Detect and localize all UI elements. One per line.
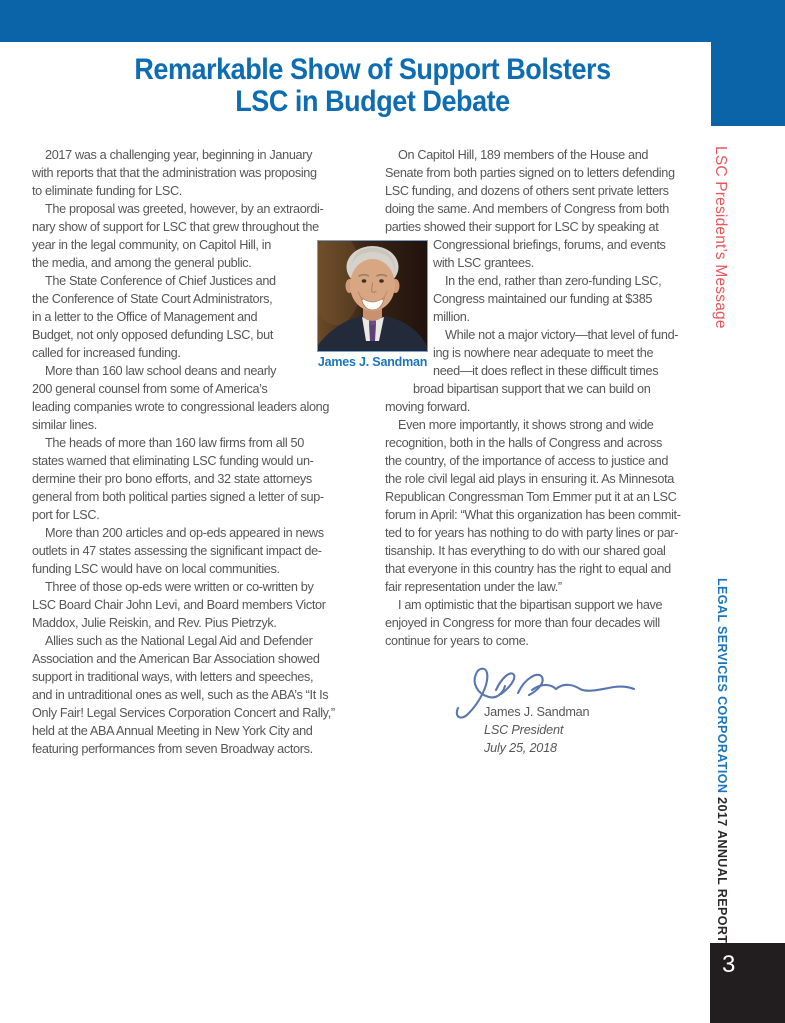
text-line: LSC funding, and dozens of others sent private letters bbox=[385, 184, 669, 198]
text-line: nary show of support for LSC that grew throughout the bbox=[32, 220, 319, 234]
text-line: support in traditional ways, with letters and speeches, bbox=[32, 670, 314, 684]
text-line: that everyone in this country has the right to equal and bbox=[385, 562, 671, 576]
signature-date: July 25, 2018 bbox=[484, 741, 557, 755]
text-line: 200 general counsel from some of America’s bbox=[32, 382, 268, 396]
text-line: Three of those op-eds were written or co-written by bbox=[45, 580, 314, 594]
text-line: forum in April: “What this organization has been commit- bbox=[385, 508, 681, 522]
text-line: funding LSC would have on local communities. bbox=[32, 562, 280, 576]
text-line: need—it does reflect in these difficult times bbox=[433, 364, 659, 378]
text-line: Maddox, Julie Reiskin, and Rev. Pius Pietrzyk. bbox=[32, 616, 277, 630]
text-line: continue for years to come. bbox=[385, 634, 529, 648]
page-title-line2: LSC in Budget Debate bbox=[235, 85, 510, 118]
text-line: Association and the American Bar Association showed bbox=[32, 652, 320, 666]
text-line: 2017 was a challenging year, beginning in January bbox=[45, 148, 313, 162]
text-line: ted to for years has nothing to do with party lines or par- bbox=[385, 526, 679, 540]
text-line: More than 160 law school deans and nearly bbox=[45, 364, 277, 378]
text-line: the country, of the importance of access to justice and bbox=[385, 454, 669, 468]
text-line: the role civil legal aid plays in ensuring it. As Minnesota bbox=[385, 472, 674, 486]
text-line: leading companies wrote to congressional leaders along bbox=[32, 400, 330, 414]
text-line: similar lines. bbox=[32, 418, 97, 432]
text-line: million. bbox=[433, 310, 470, 324]
text-line: the Conference of State Court Administrators, bbox=[32, 292, 273, 306]
text-line: general from both political parties signed a letter of sup- bbox=[32, 490, 324, 504]
text-line: doing the same. And members of Congress from both bbox=[385, 202, 669, 216]
portrait-photo bbox=[317, 240, 428, 352]
text-line: dermine their pro bono efforts, and 32 state attorneys bbox=[32, 472, 312, 486]
sidebar-report-label bbox=[715, 578, 729, 944]
text-line: fair representation under the law.” bbox=[385, 580, 562, 594]
text-line: Only Fair! Legal Services Corporation Concert and Rally,” bbox=[32, 706, 335, 720]
text-line: with LSC grantees. bbox=[433, 256, 534, 270]
text-line: The proposal was greeted, however, by an extraordi- bbox=[45, 202, 324, 216]
text-line: ing is nowhere near adequate to meet the bbox=[433, 346, 654, 360]
signature-name: James J. Sandman bbox=[484, 705, 590, 719]
text-line: states warned that eliminating LSC funding would un- bbox=[32, 454, 314, 468]
page-number-box bbox=[710, 943, 785, 1023]
text-line: Congress maintained our funding at $385 bbox=[433, 292, 653, 306]
page-number: 3 bbox=[722, 951, 736, 978]
text-line: broad bipartisan support that we can build on bbox=[413, 382, 651, 396]
text-line: with reports that that the administration was proposing bbox=[32, 166, 317, 180]
text-line: the media, and among the general public. bbox=[32, 256, 252, 270]
signature-block bbox=[484, 703, 589, 757]
corner-accent-block bbox=[711, 0, 785, 126]
text-line: The heads of more than 160 law firms from all 50 bbox=[45, 436, 304, 450]
text-line: More than 200 articles and op-eds appeared in news bbox=[45, 526, 324, 540]
text-line: and in untraditional ones as well, such as the ABA’s “It Is bbox=[32, 688, 329, 702]
page-title bbox=[69, 54, 677, 118]
text-line: tisanship. It has everything to do with our shared goal bbox=[385, 544, 666, 558]
text-line: On Capitol Hill, 189 members of the House and bbox=[398, 148, 649, 162]
text-line: Budget, not only opposed defunding LSC, but bbox=[32, 328, 274, 342]
sidebar-org-text: LEGAL SERVICES CORPORATION bbox=[715, 578, 729, 798]
text-line: outlets in 47 states assessing the significant impact de- bbox=[32, 544, 322, 558]
sidebar-report-text: 2017 ANNUAL REPORT bbox=[715, 797, 729, 944]
photo-caption: James J. Sandman bbox=[317, 355, 428, 369]
text-line: enjoyed in Congress for more than four decades will bbox=[385, 616, 660, 630]
signature-role: LSC President bbox=[484, 723, 564, 737]
text-line: In the end, rather than zero-funding LSC, bbox=[445, 274, 662, 288]
text-line: Even more importantly, it shows strong and wide bbox=[398, 418, 654, 432]
portrait-illustration bbox=[318, 241, 427, 351]
text-line: called for increased funding. bbox=[32, 346, 181, 360]
text-line: Congressional briefings, forums, and events bbox=[433, 238, 666, 252]
text-line: in a letter to the Office of Management and bbox=[32, 310, 258, 324]
text-line: While not a major victory—that level of fund- bbox=[445, 328, 679, 342]
text-line: port for LSC. bbox=[32, 508, 100, 522]
text-line: I am optimistic that the bipartisan support we have bbox=[398, 598, 663, 612]
left-column bbox=[32, 146, 378, 758]
text-line: Allies such as the National Legal Aid and Defender bbox=[45, 634, 313, 648]
text-line: featuring performances from seven Broadway actors. bbox=[32, 742, 313, 756]
text-line: to eliminate funding for LSC. bbox=[32, 184, 182, 198]
sidebar-section-label: LSC President’s Message bbox=[712, 146, 729, 329]
text-line: year in the legal community, on Capitol Hill, in bbox=[32, 238, 271, 252]
text-line: Republican Congressman Tom Emmer put it at an LSC bbox=[385, 490, 677, 504]
text-line: moving forward. bbox=[385, 400, 471, 414]
text-line: recognition, both in the halls of Congress and across bbox=[385, 436, 662, 450]
text-line: held at the ABA Annual Meeting in New York City and bbox=[32, 724, 313, 738]
right-column bbox=[385, 146, 697, 650]
text-line: Senate from both parties signed on to letters defending bbox=[385, 166, 675, 180]
text-line: The State Conference of Chief Justices and bbox=[45, 274, 276, 288]
text-line: LSC Board Chair John Levi, and Board members Victor bbox=[32, 598, 326, 612]
text-line: parties showed their support for LSC by speaking at bbox=[385, 220, 659, 234]
page-title-line1: Remarkable Show of Support Bolsters bbox=[134, 53, 611, 86]
top-accent-bar bbox=[0, 0, 785, 42]
